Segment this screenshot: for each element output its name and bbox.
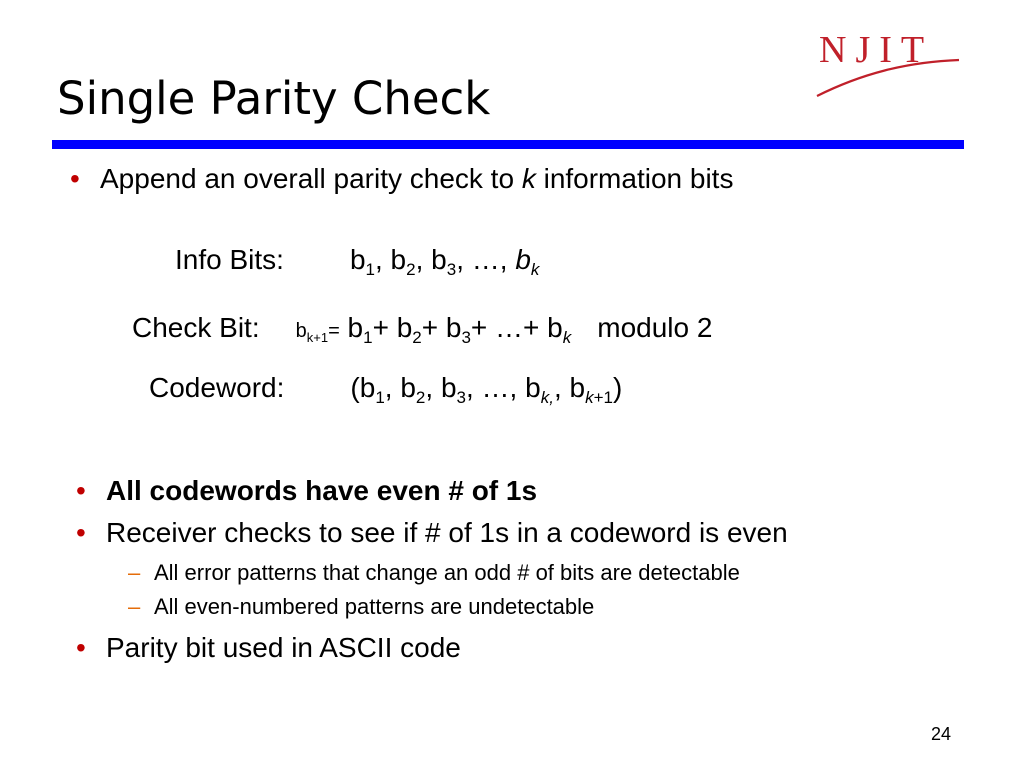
bullet-text: All codewords have even # of 1s [106, 475, 538, 506]
title-rule [52, 140, 964, 149]
njit-logo-text: NJIT [819, 29, 934, 71]
njit-logo-graphic [811, 26, 961, 98]
bullet-receiver-checks [76, 519, 788, 547]
sub-bullet-odd-detectable [128, 562, 740, 584]
bullet-text-after: information bits [535, 163, 734, 194]
dash-icon: – [128, 560, 141, 585]
dash-icon: – [128, 594, 141, 619]
page-number: 24 [931, 724, 952, 744]
sub-bullet-text: All error patterns that change an odd # of bits are detectable [154, 560, 740, 585]
check-bit-suffix: modulo 2 [597, 312, 713, 343]
check-bit-label: Check Bit: [132, 312, 260, 343]
slide-title: Single Parity Check [57, 72, 491, 125]
sub-bullet-text: All even-numbered patterns are undetectable [154, 594, 595, 619]
check-bit-lhs: $b_{k+1}=$ [295, 320, 340, 345]
bullet-icon: • [76, 475, 86, 506]
info-bits-formula: $b_1$, $b_2$, $b_3$, …, $b_k$ [349, 244, 540, 279]
bullet-text: Receiver checks to see if # of 1s in a codeword is even [106, 517, 788, 548]
codeword-label: Codeword: [149, 372, 285, 403]
check-bit-line [132, 312, 713, 347]
info-bits-label: Info Bits: [175, 244, 284, 275]
bullet-icon: • [76, 517, 86, 548]
bullet-text-before: Append an overall parity check to [100, 163, 522, 194]
bullet-text-var: k [521, 163, 536, 194]
bullet-icon: • [70, 163, 80, 194]
codeword-formula: ($b_1$, $b_2$, $b_3$, …, $b_{k,}$, $b_{k+1}$) [350, 372, 623, 407]
bullet-icon: • [76, 632, 86, 663]
info-bits-line [175, 244, 540, 279]
bullet-even-ones [76, 477, 537, 505]
check-bit-formula: $b_1+ b_2+ b_3+$ …+ $b_k$ [347, 312, 572, 347]
bullet-text: Parity bit used in ASCII code [106, 632, 461, 663]
codeword-line [149, 372, 623, 407]
sub-bullet-even-undetectable [128, 596, 594, 618]
bullet-append-parity [70, 165, 733, 193]
njit-logo [811, 26, 961, 98]
bullet-ascii-parity [76, 634, 461, 662]
